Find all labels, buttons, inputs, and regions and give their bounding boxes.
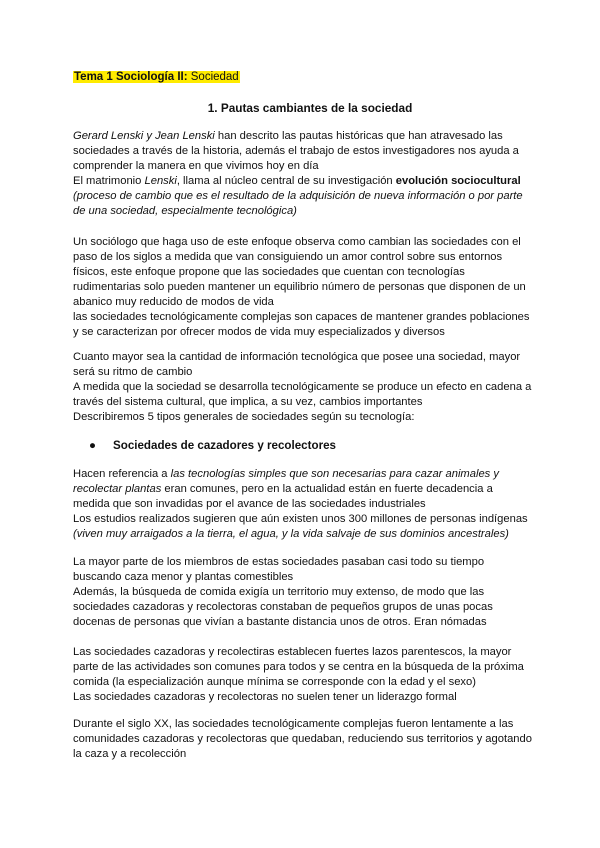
topic-suffix: Sociedad (190, 71, 239, 83)
para5-line: buscando caza menor y plantas comestibles (73, 571, 294, 583)
para7-line: la caza y a recolección (73, 748, 187, 760)
para3-line: A medida que la sociedad se desarrolla tecnológicamente se produce un efecto en cadena a (73, 381, 532, 393)
para1-line-6: de una sociedad, especialmente tecnológica) (73, 205, 297, 217)
para1-line-2: sociedades a través de la historia, además el trabajo de estos investigadores nos ayuda a (73, 145, 519, 157)
para4-italic: las tecnologías simples que son necesarias para cazar animales y (170, 468, 499, 480)
para1-text: han descrito las pautas históricas que han atravesado las (214, 130, 503, 142)
para1-line-3: comprender la manera en que vivimos hoy en día (73, 160, 319, 172)
topic-highlight (73, 71, 240, 83)
paragraph-7 (73, 717, 533, 762)
paragraph-1 (73, 129, 533, 219)
para6-line: Las sociedades cazadoras y recolectoras no suelen tener un liderazgo formal (73, 691, 457, 703)
para5-line: La mayor parte de los miembros de estas sociedades pasaban casi todo su tiempo (73, 556, 485, 568)
paragraph-3 (73, 350, 533, 425)
para1-text: , llama al núcleo central de su investigación (176, 175, 396, 187)
para4-italic: recolectar plantas (73, 483, 162, 495)
para4-text: Hacen referencia a (73, 468, 171, 480)
para2-line: rudimentarias solo pueden mantener un equilibrio número de personas que disponen de un (73, 281, 526, 293)
para2-line: y se caracterizan por ofrecer modos de vida muy especializados y diversos (73, 326, 445, 338)
para1-text: El matrimonio (73, 175, 145, 187)
bullet-dot-icon: ● (89, 439, 97, 452)
para4-line-5: (viven muy arraigados a la tierra, el agua, y la vida salvaje de sus dominios ancestrales) (73, 528, 509, 540)
para4-line-3: medida que son invadidas por el avance de las sociedades industriales (73, 498, 426, 510)
topic-prefix: Tema 1 Sociología II: (74, 71, 188, 83)
para2-line: físicos, este enfoque propone que las sociedades que cuentan con tecnologías (73, 266, 465, 278)
para4-line-1 (73, 467, 533, 482)
bullet-label: Sociedades de cazadores y recolectores (113, 439, 336, 452)
para2-line: abanico muy reducido de modos de vida (73, 296, 274, 308)
para7-line: Durante el siglo XX, las sociedades tecnológicamente complejas fueron lentamente a las (73, 718, 514, 730)
para4-text: eran comunes, pero en la actualidad están en fuerte decadencia a (161, 483, 493, 495)
para7-line: comunidades cazadoras y recolectoras que quedaban, reduciendo sus territorios y agotando (73, 733, 532, 745)
paragraph-5 (73, 555, 533, 630)
para3-line: Describiremos 5 tipos generales de sociedades según su tecnología: (73, 411, 415, 423)
paragraph-2 (73, 235, 533, 340)
bullet-item (89, 439, 336, 452)
para5-line: Además, la búsqueda de comida exigía un territorio muy extenso, de modo que las (73, 586, 485, 598)
authors-names: Gerard Lenski y Jean Lenski (73, 130, 215, 142)
para2-line: paso de los siglos a medida que van consiguiendo un amor control sobre sus entornos (73, 251, 503, 263)
paragraph-4 (73, 467, 533, 542)
paragraph-6 (73, 645, 533, 705)
para3-line: través del sistema cultural, que implica, a su vez, cambios importantes (73, 396, 423, 408)
para2-line: las sociedades tecnológicamente complejas son capaces de mantener grandes poblaciones (73, 311, 530, 323)
para5-line: sociedades cazadoras y recolectoras constaban de pequeños grupos de unas pocas (73, 601, 493, 613)
para1-line-4 (73, 174, 533, 189)
para3-line: será su ritmo de cambio (73, 366, 193, 378)
topic-line (73, 71, 240, 83)
para3-line: Cuanto mayor sea la cantidad de información tecnológica que posee una sociedad, mayor (73, 351, 521, 363)
para2-line: Un sociólogo que haga uso de este enfoque observa como cambian las sociedades con el (73, 236, 521, 248)
para6-line: Las sociedades cazadoras y recolectiras establecen fuertes lazos parentescos, la mayor (73, 646, 512, 658)
para1-line-5: (proceso de cambio que es el resultado de la adquisición de nueva información o por parte (73, 190, 523, 202)
para6-line: comida (la especialización aunque mínima se corresponde con la edad y el sexo) (73, 676, 476, 688)
para4-line-4: Los estudios realizados sugieren que aún existen unos 300 millones de personas indígenas (73, 513, 528, 525)
section-heading: 1. Pautas cambiantes de la sociedad (207, 101, 413, 115)
key-term: evolución sociocultural (395, 175, 521, 187)
lenski-name: Lenski (144, 175, 177, 187)
para5-line: docenas de personas que vivían a bastante distancia unos de otros. Eran nómadas (73, 616, 487, 628)
para1-line-1 (73, 129, 533, 144)
para4-line-2 (73, 482, 533, 497)
para6-line: parte de las actividades son comunes para todos y se centra en la búsqueda de la próxima (73, 661, 524, 673)
